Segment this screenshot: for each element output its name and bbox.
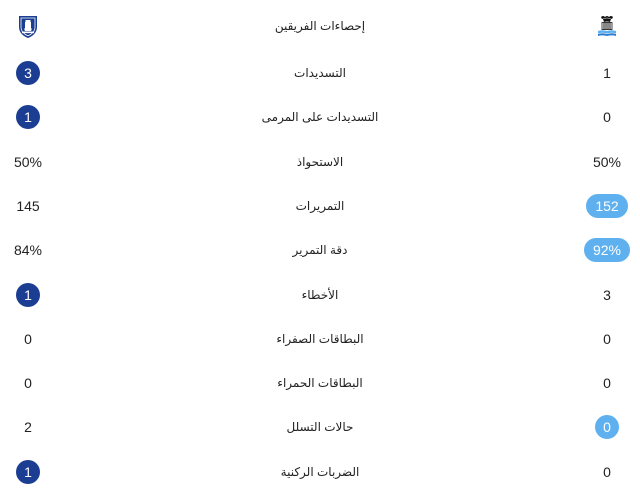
stat-row-red-cards xyxy=(0,361,640,405)
stat-label: البطاقات الصفراء xyxy=(276,332,364,346)
stat-label: التسديدات xyxy=(294,66,346,80)
stat-left-value: 3 xyxy=(16,61,40,85)
stats-header xyxy=(0,4,640,48)
stat-right-value: 1 xyxy=(603,65,611,81)
stat-label: الضربات الركنية xyxy=(280,465,360,479)
stat-label: التمريرات xyxy=(295,199,345,213)
stat-label: دقة التمرير xyxy=(292,243,348,257)
stat-row-pass-accuracy xyxy=(0,228,640,272)
stat-label: التسديدات على المرمى xyxy=(261,110,379,124)
stats-title: إحصاءات الفريقين xyxy=(274,19,366,33)
stat-left-value: 1 xyxy=(16,460,40,484)
stat-left-value: 50% xyxy=(13,154,43,170)
stat-left-value: 145 xyxy=(16,198,40,214)
stat-right-value: 0 xyxy=(603,331,611,347)
stat-left-value: 2 xyxy=(24,419,32,435)
stat-row-yellow-cards xyxy=(0,317,640,361)
stat-right-value: 50% xyxy=(592,154,622,170)
stat-right-value: 92% xyxy=(584,238,630,262)
right-team-crest[interactable] xyxy=(578,4,636,48)
everton-crest-icon xyxy=(15,13,41,39)
stat-right-value: 0 xyxy=(603,464,611,480)
stat-label: البطاقات الحمراء xyxy=(277,376,363,390)
left-team-crest[interactable] xyxy=(4,4,52,48)
stat-row-corners xyxy=(0,450,640,494)
stat-row-offsides xyxy=(0,405,640,449)
stat-left-value: 0 xyxy=(24,331,32,347)
stat-label: حالات التسلل xyxy=(286,420,354,434)
stat-right-value: 0 xyxy=(603,109,611,125)
stat-row-passes xyxy=(0,184,640,228)
stat-right-value: 152 xyxy=(586,194,627,218)
stat-label: الاستحواذ xyxy=(296,155,344,169)
stat-right-value: 0 xyxy=(603,375,611,391)
stat-left-value: 0 xyxy=(24,375,32,391)
stat-row-fouls xyxy=(0,273,640,317)
newcastle-crest-icon xyxy=(594,13,620,39)
stat-row-shots-on-target xyxy=(0,95,640,139)
stat-left-value: 1 xyxy=(16,283,40,307)
stat-row-possession xyxy=(0,140,640,184)
stat-row-shots xyxy=(0,51,640,95)
stat-right-value: 3 xyxy=(603,287,611,303)
stat-left-value: 1 xyxy=(16,105,40,129)
stat-label: الأخطاء xyxy=(301,288,339,302)
stat-left-value: 84% xyxy=(13,242,43,258)
stat-right-value: 0 xyxy=(595,415,619,439)
